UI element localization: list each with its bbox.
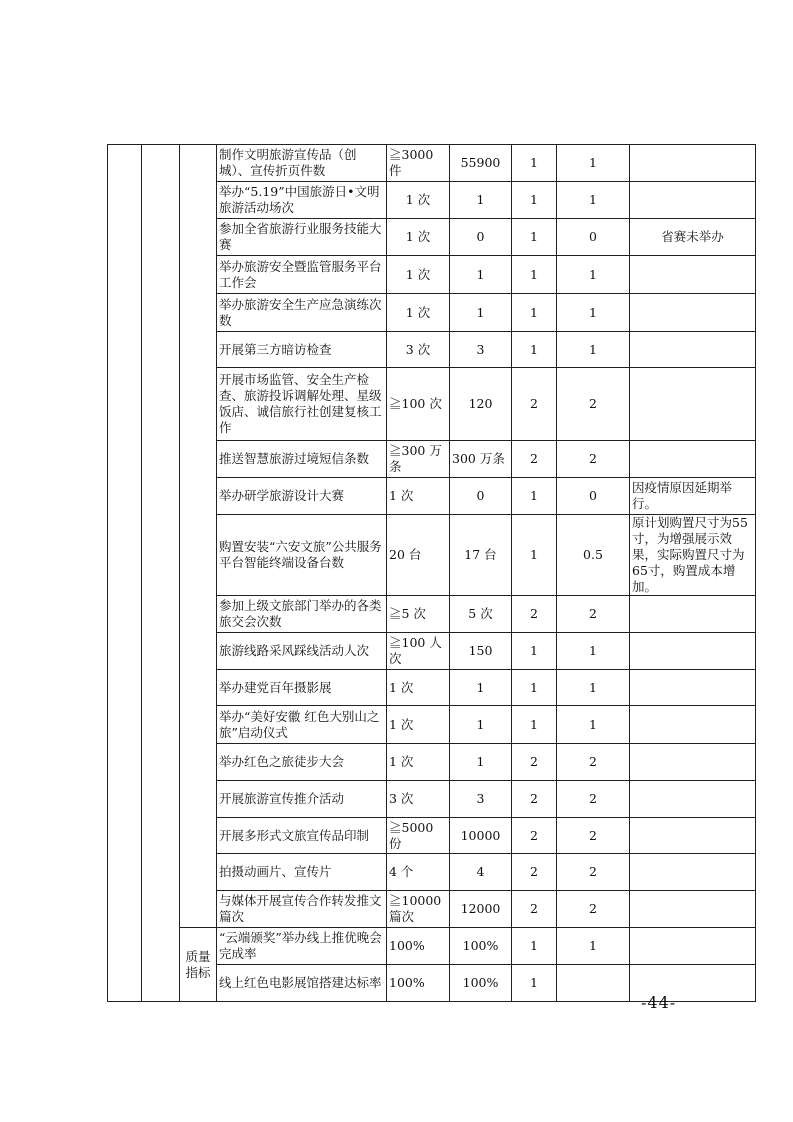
actual-value: 12000: [450, 891, 512, 928]
indicator-name: 开展多形式文旅宣传品印制: [217, 818, 387, 854]
weight-value: 2: [512, 441, 557, 478]
target-value: 3 次: [387, 781, 450, 818]
indicator-name: 制作文明旅游宣传品（创城）、宣传折页件数: [217, 145, 387, 182]
score-value: 2: [557, 744, 630, 781]
target-value: 1 次: [387, 182, 450, 219]
weight-value: 2: [512, 368, 557, 441]
actual-value: 1: [450, 744, 512, 781]
indicator-name: 参加上级文旅部门举办的各类旅交会次数: [217, 596, 387, 633]
weight-value: 2: [512, 854, 557, 891]
score-value: 1: [557, 145, 630, 182]
actual-value: 3: [450, 781, 512, 818]
actual-value: 1: [450, 706, 512, 744]
target-value: 1 次: [387, 294, 450, 332]
indicator-name: 开展市场监管、安全生产检查、旅游投诉调解处理、星级饭店、诚信旅行社创建复核工作: [217, 368, 387, 441]
indicator-name: 举办红色之旅徒步大会: [217, 744, 387, 781]
score-value: 2: [557, 781, 630, 818]
score-value: 0: [557, 219, 630, 256]
indicator-name: 举办“美好安徽 红色大别山之旅”启动仪式: [217, 706, 387, 744]
score-value: 1: [557, 294, 630, 332]
indicator-name: 举办建党百年摄影展: [217, 670, 387, 706]
target-value: 1 次: [387, 706, 450, 744]
indicator-name: 推送智慧旅游过境短信条数: [217, 441, 387, 478]
weight-value: 1: [512, 965, 557, 1002]
score-value: 1: [557, 633, 630, 670]
table-row: [108, 928, 756, 965]
weight-value: 1: [512, 633, 557, 670]
target-value: 1 次: [387, 478, 450, 515]
indicator-name: 举办“5.19”中国旅游日•文明旅游活动场次: [217, 182, 387, 219]
score-value: 1: [557, 670, 630, 706]
indicator-name: 线上红色电影展馆搭建达标率: [217, 965, 387, 1002]
deviation-note: [630, 818, 756, 854]
target-value: 3 次: [387, 332, 450, 368]
target-value: ≧300 万条: [387, 441, 450, 478]
score-value: 1: [557, 182, 630, 219]
weight-value: 1: [512, 478, 557, 515]
deviation-note: [630, 256, 756, 294]
indicator-name: 开展第三方暗访检查: [217, 332, 387, 368]
actual-value: 1: [450, 182, 512, 219]
target-value: 20 台: [387, 515, 450, 596]
actual-value: 0: [450, 478, 512, 515]
deviation-note: 因疫情原因延期举行。: [630, 478, 756, 515]
actual-value: 55900: [450, 145, 512, 182]
indicator-name: 参加全省旅游行业服务技能大赛: [217, 219, 387, 256]
level2-indicator-cell: [142, 145, 180, 1002]
score-value: 2: [557, 854, 630, 891]
score-value: 2: [557, 368, 630, 441]
weight-value: 1: [512, 706, 557, 744]
actual-value: 3: [450, 332, 512, 368]
indicator-name: 购置安装“六安文旅”公共服务平台智能终端设备台数: [217, 515, 387, 596]
deviation-note: [630, 441, 756, 478]
score-value: 1: [557, 332, 630, 368]
target-value: 1 次: [387, 219, 450, 256]
score-value: 2: [557, 441, 630, 478]
weight-value: 1: [512, 182, 557, 219]
deviation-note: [630, 891, 756, 928]
table-row: [108, 145, 756, 182]
deviation-note: [630, 744, 756, 781]
deviation-note: 省赛未举办: [630, 219, 756, 256]
actual-value: 0: [450, 219, 512, 256]
actual-value: 4: [450, 854, 512, 891]
score-value: 1: [557, 928, 630, 965]
weight-value: 2: [512, 818, 557, 854]
target-value: 1 次: [387, 256, 450, 294]
target-value: 4 个: [387, 854, 450, 891]
target-value: ≧100 人次: [387, 633, 450, 670]
target-value: 100%: [387, 928, 450, 965]
actual-value: 1: [450, 294, 512, 332]
actual-value: 5 次: [450, 596, 512, 633]
weight-value: 1: [512, 670, 557, 706]
deviation-note: [630, 633, 756, 670]
score-value: 0.5: [557, 515, 630, 596]
indicator-name: 与媒体开展宣传合作转发推文篇次: [217, 891, 387, 928]
deviation-note: [630, 670, 756, 706]
score-value: 2: [557, 818, 630, 854]
score-value: [557, 965, 630, 1002]
deviation-note: [630, 145, 756, 182]
deviation-note: [630, 182, 756, 219]
indicator-name: 拍摄动画片、宣传片: [217, 854, 387, 891]
actual-value: 100%: [450, 965, 512, 1002]
score-value: 1: [557, 256, 630, 294]
target-value: 1 次: [387, 744, 450, 781]
actual-value: 1: [450, 256, 512, 294]
target-value: 1 次: [387, 670, 450, 706]
target-value: ≧3000 件: [387, 145, 450, 182]
score-value: 2: [557, 891, 630, 928]
page-number: -44-: [641, 993, 677, 1012]
performance-indicator-table: [107, 144, 756, 1002]
weight-value: 1: [512, 256, 557, 294]
deviation-note: [630, 368, 756, 441]
weight-value: 1: [512, 219, 557, 256]
deviation-note: [630, 596, 756, 633]
weight-value: 1: [512, 928, 557, 965]
target-value: 100%: [387, 965, 450, 1002]
actual-value: 1: [450, 670, 512, 706]
indicator-name: 开展旅游宣传推介活动: [217, 781, 387, 818]
indicator-name: “云端颁奖”举办线上推优晚会完成率: [217, 928, 387, 965]
target-value: ≧5 次: [387, 596, 450, 633]
actual-value: 120: [450, 368, 512, 441]
deviation-note: [630, 706, 756, 744]
score-value: 0: [557, 478, 630, 515]
weight-value: 1: [512, 145, 557, 182]
quantity-category-cell: [180, 145, 217, 928]
deviation-note: [630, 781, 756, 818]
deviation-note: [630, 928, 756, 965]
weight-value: 1: [512, 294, 557, 332]
weight-value: 2: [512, 744, 557, 781]
quality-category-cell: 质量指标: [180, 928, 217, 1002]
indicator-name: 旅游线路采风踩线活动人次: [217, 633, 387, 670]
score-value: 2: [557, 596, 630, 633]
deviation-note: [630, 332, 756, 368]
weight-value: 2: [512, 596, 557, 633]
deviation-note: [630, 294, 756, 332]
deviation-note: 原计划购置尺寸为55寸，为增强展示效果，实际购置尺寸为65寸，购置成本增加。: [630, 515, 756, 596]
score-value: 1: [557, 706, 630, 744]
actual-value: 10000: [450, 818, 512, 854]
target-value: ≧10000 篇次: [387, 891, 450, 928]
actual-value: 100%: [450, 928, 512, 965]
deviation-note: [630, 854, 756, 891]
weight-value: 1: [512, 332, 557, 368]
indicator-name: 举办研学旅游设计大赛: [217, 478, 387, 515]
target-value: ≧100 次: [387, 368, 450, 441]
actual-value: 300 万条: [450, 441, 512, 478]
indicator-name: 举办旅游安全生产应急演练次数: [217, 294, 387, 332]
level1-indicator-cell: [108, 145, 142, 1002]
weight-value: 2: [512, 891, 557, 928]
weight-value: 2: [512, 781, 557, 818]
target-value: ≧5000 份: [387, 818, 450, 854]
indicator-name: 举办旅游安全暨监管服务平台工作会: [217, 256, 387, 294]
actual-value: 150: [450, 633, 512, 670]
weight-value: 1: [512, 515, 557, 596]
actual-value: 17 台: [450, 515, 512, 596]
